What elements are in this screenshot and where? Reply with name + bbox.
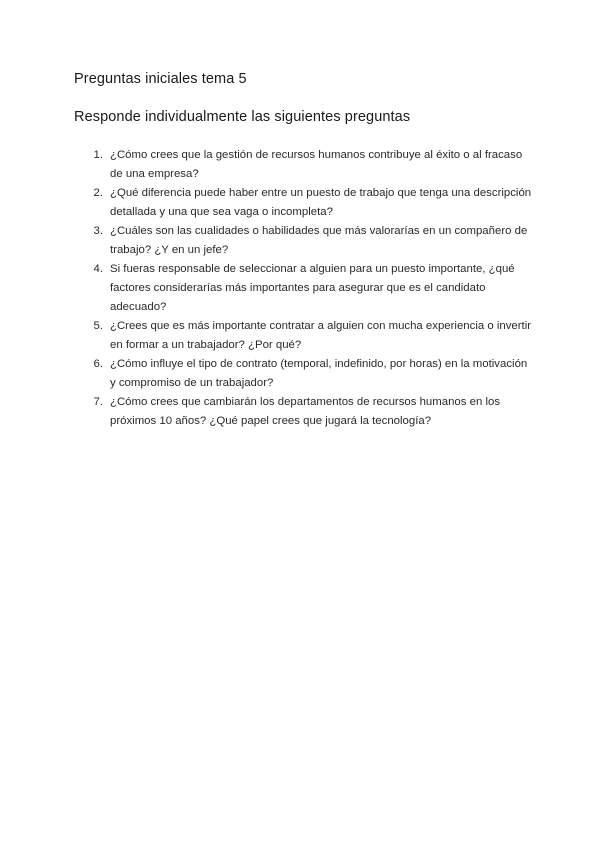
question-text: ¿Crees que es más importante contratar a alguien con mucha experiencia o invertir en formar a un trabajador? ¿Por qué?	[110, 320, 532, 351]
question-number: 6.	[93, 358, 103, 370]
question-list	[74, 146, 534, 431]
question-number: 5.	[93, 320, 103, 332]
question-text: Si fueras responsable de seleccionar a alguien para un puesto importante, ¿qué factores considerarías más importantes para asegurar que es el candidato adecuado?	[110, 263, 515, 313]
question-item-1	[74, 146, 534, 184]
question-item-3	[74, 222, 534, 260]
question-text: ¿Cómo crees que cambiarán los departamentos de recursos humanos en los próximos 10 años? ¿Qué papel crees que jugará la tecnología?	[110, 396, 501, 427]
page-subtitle: Responde individualmente las siguientes preguntas	[74, 109, 411, 125]
question-number: 1.	[93, 149, 103, 161]
question-item-4	[74, 260, 534, 317]
question-text: ¿Cómo crees que la gestión de recursos humanos contribuye al éxito o al fracaso de una empresa?	[110, 149, 523, 180]
question-item-6	[74, 355, 534, 393]
question-text: ¿Cuáles son las cualidades o habilidades que más valorarías en un compañero de trabajo? ¿Y en un jefe?	[110, 225, 528, 256]
question-number: 3.	[93, 225, 103, 237]
question-item-5	[74, 317, 534, 355]
question-text: ¿Qué diferencia puede haber entre un puesto de trabajo que tenga una descripción detallada y una que sea vaga o incompleta?	[110, 187, 532, 218]
page-title: Preguntas iniciales tema 5	[74, 71, 247, 87]
question-number: 4.	[93, 263, 103, 275]
question-item-2	[74, 184, 534, 222]
question-text: ¿Cómo influye el tipo de contrato (temporal, indefinido, por horas) en la motivación y compromiso de un trabajador?	[110, 358, 528, 389]
question-item-7	[74, 393, 534, 431]
question-number: 2.	[93, 187, 103, 199]
question-number: 7.	[93, 396, 103, 408]
